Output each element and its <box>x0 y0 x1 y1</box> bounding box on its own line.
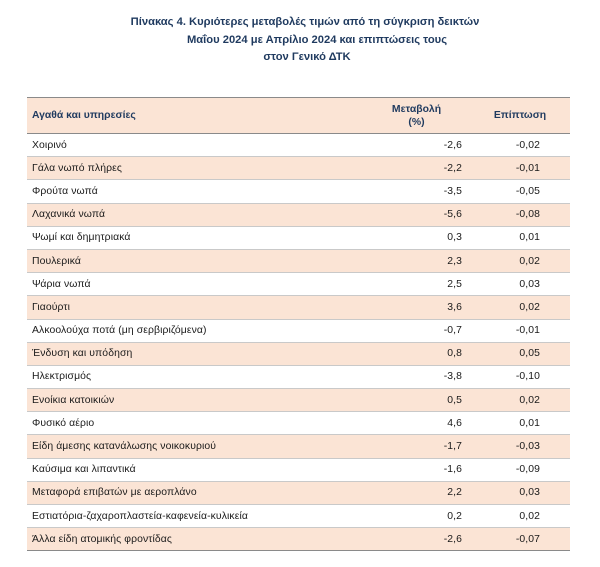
table-row <box>27 157 570 180</box>
row-impact-cell: -0,07 <box>470 528 570 551</box>
row-item-cell: Είδη άμεσης κατανάλωσης νοικοκυριού <box>27 435 349 458</box>
table-row <box>27 296 570 319</box>
row-change-cell: 2,5 <box>349 273 470 296</box>
table-row <box>27 203 570 226</box>
row-item-cell: Γάλα νωπό πλήρες <box>27 157 349 180</box>
table-row <box>27 458 570 481</box>
row-item-cell: Ψάρια νωπά <box>27 273 349 296</box>
row-impact-cell: 0,02 <box>470 505 570 528</box>
row-impact-cell: 0,02 <box>470 249 570 272</box>
row-change-cell: -2,6 <box>349 528 470 551</box>
table-row <box>27 481 570 504</box>
row-item-cell: Πουλερικά <box>27 249 349 272</box>
row-change-cell: 4,6 <box>349 412 470 435</box>
table-row <box>27 389 570 412</box>
row-item-cell: Ενοίκια κατοικιών <box>27 389 349 412</box>
header-change-unit: (%) <box>408 116 425 128</box>
table-row <box>27 435 570 458</box>
table-row <box>27 319 570 342</box>
table-header <box>27 98 570 134</box>
row-impact-cell: -0,10 <box>470 365 570 388</box>
row-item-cell: Χοιρινό <box>27 134 349 157</box>
row-item-cell: Φυσικό αέριο <box>27 412 349 435</box>
row-item-cell: Ένδυση και υπόδηση <box>27 342 349 365</box>
row-item-cell: Λαχανικά νωπά <box>27 203 349 226</box>
row-impact-cell: -0,05 <box>470 180 570 203</box>
table-row <box>27 365 570 388</box>
row-item-cell: Φρούτα νωπά <box>27 180 349 203</box>
row-impact-cell: -0,01 <box>470 319 570 342</box>
row-item-cell: Ηλεκτρισμός <box>27 365 349 388</box>
table-row <box>27 249 570 272</box>
header-impact: Επίπτωση <box>470 98 570 134</box>
header-item: Αγαθά και υπηρεσίες <box>27 98 349 134</box>
table-row <box>27 412 570 435</box>
title-line-2: Μαΐου 2024 με Απρίλιο 2024 και επιπτώσεις τους <box>186 33 448 46</box>
row-change-cell: 2,2 <box>349 481 470 504</box>
table-row <box>27 273 570 296</box>
row-impact-cell: -0,02 <box>470 134 570 157</box>
header-change-label: Μεταβολή <box>391 103 442 115</box>
row-item-cell: Μεταφορά επιβατών με αεροπλάνο <box>27 481 349 504</box>
row-item-cell: Καύσιμα και λιπαντικά <box>27 458 349 481</box>
header-change <box>349 98 470 134</box>
row-change-cell: 0,2 <box>349 505 470 528</box>
row-change-cell: -1,6 <box>349 458 470 481</box>
row-change-cell: 3,6 <box>349 296 470 319</box>
row-change-cell: -3,8 <box>349 365 470 388</box>
row-change-cell: -5,6 <box>349 203 470 226</box>
row-change-cell: 0,5 <box>349 389 470 412</box>
table-title <box>0 14 600 67</box>
row-item-cell: Άλλα είδη ατομικής φροντίδας <box>27 528 349 551</box>
table-row <box>27 342 570 365</box>
row-impact-cell: 0,01 <box>470 412 570 435</box>
row-change-cell: 2,3 <box>349 249 470 272</box>
row-item-cell: Γιαούρτι <box>27 296 349 319</box>
title-line-3: στον Γενικό ΔΤΚ <box>263 51 351 63</box>
row-impact-cell: -0,08 <box>470 203 570 226</box>
table-row <box>27 180 570 203</box>
table-body <box>27 134 570 551</box>
row-impact-cell: 0,03 <box>470 481 570 504</box>
row-impact-cell: 0,02 <box>470 296 570 319</box>
title-line-1: Πίνακας 4. Κυριότερες μεταβολές τιμών από τη σύγκριση δεικτών <box>130 16 480 28</box>
table-row <box>27 134 570 157</box>
table-row <box>27 226 570 249</box>
row-change-cell: -2,2 <box>349 157 470 180</box>
row-impact-cell: 0,01 <box>470 226 570 249</box>
table-row <box>27 505 570 528</box>
price-changes-table <box>27 97 570 551</box>
row-item-cell: Ψωμί και δημητριακά <box>27 226 349 249</box>
row-change-cell: -3,5 <box>349 180 470 203</box>
row-impact-cell: -0,03 <box>470 435 570 458</box>
row-item-cell: Εστιατόρια-ζαχαροπλαστεία-καφενεία-κυλικεία <box>27 505 349 528</box>
row-impact-cell: 0,03 <box>470 273 570 296</box>
row-change-cell: 0,8 <box>349 342 470 365</box>
row-impact-cell: -0,09 <box>470 458 570 481</box>
row-impact-cell: 0,05 <box>470 342 570 365</box>
row-item-cell: Αλκοολούχα ποτά (μη σερβιριζόμενα) <box>27 319 349 342</box>
table-row <box>27 528 570 551</box>
header-row <box>27 98 570 134</box>
row-impact-cell: -0,01 <box>470 157 570 180</box>
row-change-cell: 0,3 <box>349 226 470 249</box>
row-change-cell: -2,6 <box>349 134 470 157</box>
row-change-cell: -0,7 <box>349 319 470 342</box>
row-impact-cell: 0,02 <box>470 389 570 412</box>
row-change-cell: -1,7 <box>349 435 470 458</box>
